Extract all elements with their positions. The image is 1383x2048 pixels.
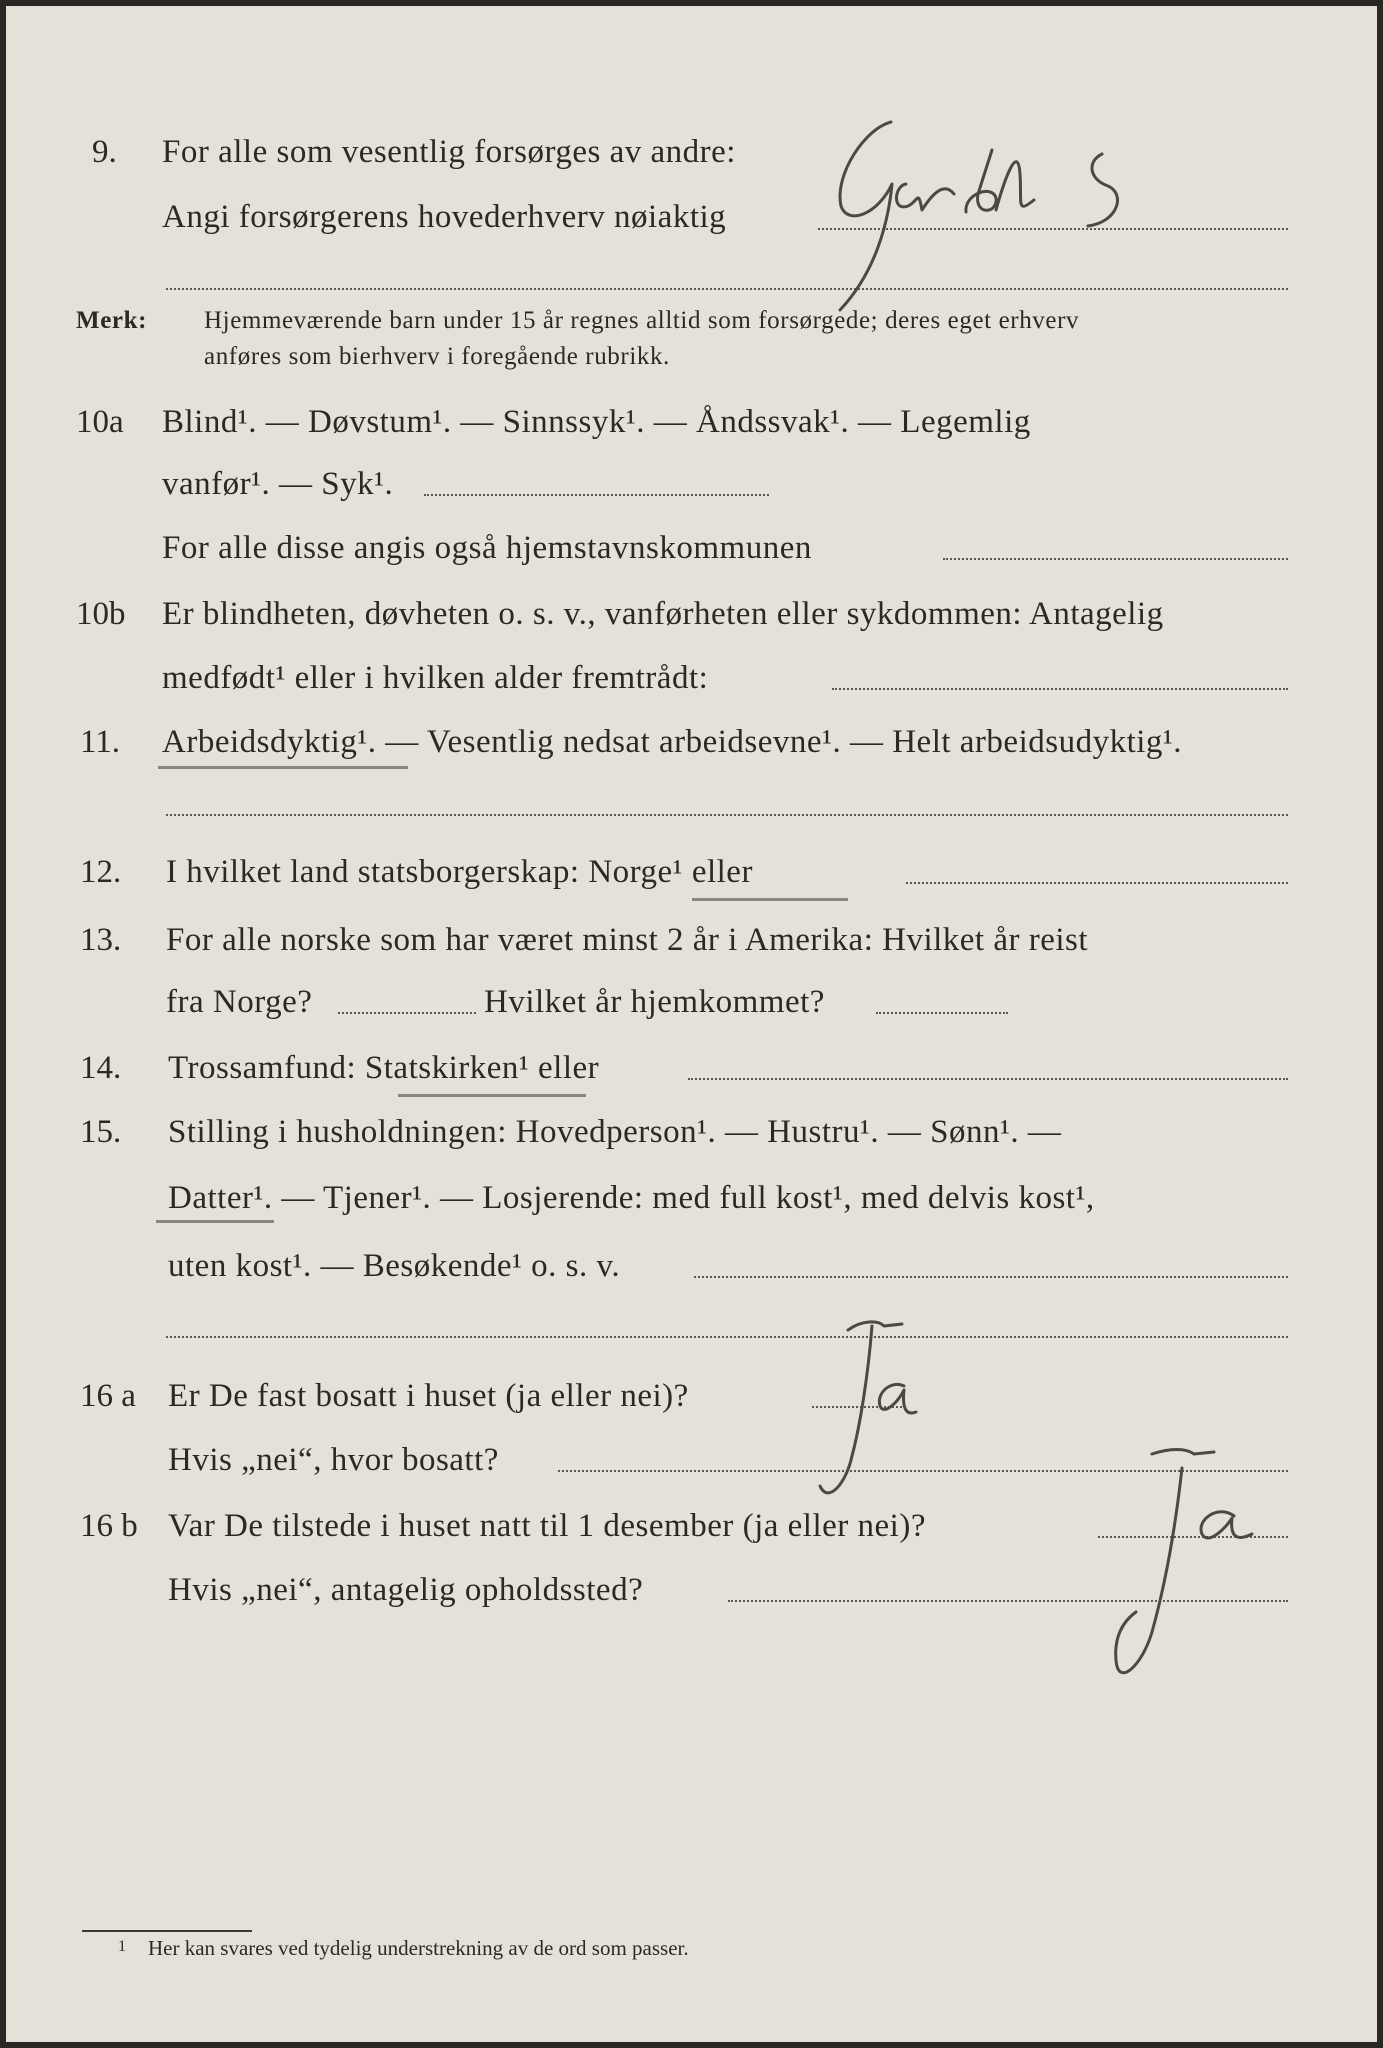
q10b-line1: Er blindheten, døvheten o. s. v., vanførheten eller sykdommen: Antagelig xyxy=(162,596,1164,632)
q11-line1: Arbeidsdyktig¹. — Vesentlig nedsat arbeidsevne¹. — Helt arbeidsudyktig¹. xyxy=(162,724,1183,760)
q13-line2b: Hvilket år hjemkommet? xyxy=(484,984,825,1020)
q10a-line3: For alle disse angis også hjemstavnskommunen xyxy=(162,530,812,566)
q16a-answer-handwriting xyxy=(806,1316,966,1516)
q16b-number: 16 b xyxy=(80,1508,138,1544)
q10a-answer-line-2 xyxy=(943,558,1288,560)
q11-underline-arbeidsdyktig xyxy=(158,766,408,769)
q15-line2: Datter¹. — Tjener¹. — Losjerende: med full kost¹, med delvis kost¹, xyxy=(168,1180,1095,1216)
merk-line1: Hjemmeværende barn under 15 år regnes alltid som forsørgede; deres eget erhverv xyxy=(204,307,1080,334)
q10a-answer-line xyxy=(424,494,769,496)
q15-answer-line xyxy=(694,1276,1288,1278)
q13-reist-line xyxy=(338,1012,476,1014)
q10b-number: 10b xyxy=(76,596,126,632)
merk-line2: anføres som bierhverv i foregående rubrikk. xyxy=(204,343,670,370)
q10a-number: 10a xyxy=(76,404,124,440)
q10b-line2: medfødt¹ eller i hvilken alder fremtrådt: xyxy=(162,660,709,696)
q10b-answer-line xyxy=(832,688,1288,690)
footnote-text: Her kan svares ved tydelig understrekning av de ord som passer. xyxy=(148,1936,689,1960)
q9-number: 9. xyxy=(92,134,117,170)
q13-line1: For alle norske som har været minst 2 år i Amerika: Hvilket år reist xyxy=(166,922,1089,958)
q16b-line1: Var De tilstede i huset natt til 1 desember (ja eller nei)? xyxy=(168,1508,926,1544)
q9-line1: For alle som vesentlig forsørges av andre: xyxy=(162,134,736,170)
footnote-mark: 1 xyxy=(118,1938,126,1955)
q15-underline-datter xyxy=(156,1220,274,1223)
q9-answer-handwriting xyxy=(796,114,1216,314)
q14-answer-line xyxy=(688,1078,1288,1080)
q13-hjemkommet-line xyxy=(876,1012,1008,1014)
q15-answer-line-2 xyxy=(166,1336,1288,1338)
q14-underline-statskirken xyxy=(398,1094,586,1097)
census-form-page xyxy=(6,6,1377,2042)
q16a-line2: Hvis „nei“, hvor bosatt? xyxy=(168,1442,499,1478)
q12-line1: I hvilket land statsborgerskap: Norge¹ eller xyxy=(166,854,753,890)
footnote-rule xyxy=(82,1930,252,1932)
q12-underline-norge xyxy=(692,898,848,901)
q9-line2: Angi forsørgerens hovederhverv nøiaktig xyxy=(162,199,727,235)
q14-number: 14. xyxy=(80,1050,122,1086)
q13-line2a: fra Norge? xyxy=(166,984,313,1020)
q12-answer-line xyxy=(906,882,1288,884)
q11-answer-line xyxy=(166,814,1288,816)
q15-number: 15. xyxy=(80,1114,122,1150)
q10a-line2: vanfør¹. — Syk¹. xyxy=(162,466,394,502)
q16a-number: 16 a xyxy=(80,1378,136,1414)
q16b-answer-handwriting xyxy=(1056,1442,1296,1702)
q16a-line1: Er De fast bosatt i huset (ja eller nei)? xyxy=(168,1378,689,1414)
q12-number: 12. xyxy=(80,854,122,890)
q13-number: 13. xyxy=(80,922,122,958)
q11-number: 11. xyxy=(80,724,121,760)
q15-line1: Stilling i husholdningen: Hovedperson¹. — Hustru¹. — Sønn¹. — xyxy=(168,1114,1062,1150)
q14-line1: Trossamfund: Statskirken¹ eller xyxy=(168,1050,600,1086)
merk-label: Merk: xyxy=(76,307,148,334)
q15-line3: uten kost¹. — Besøkende¹ o. s. v. xyxy=(168,1248,621,1284)
q16b-line2: Hvis „nei“, antagelig opholdssted? xyxy=(168,1572,644,1608)
q10a-line1: Blind¹. — Døvstum¹. — Sinnssyk¹. — Åndssvak¹. — Legemlig xyxy=(162,404,1031,440)
